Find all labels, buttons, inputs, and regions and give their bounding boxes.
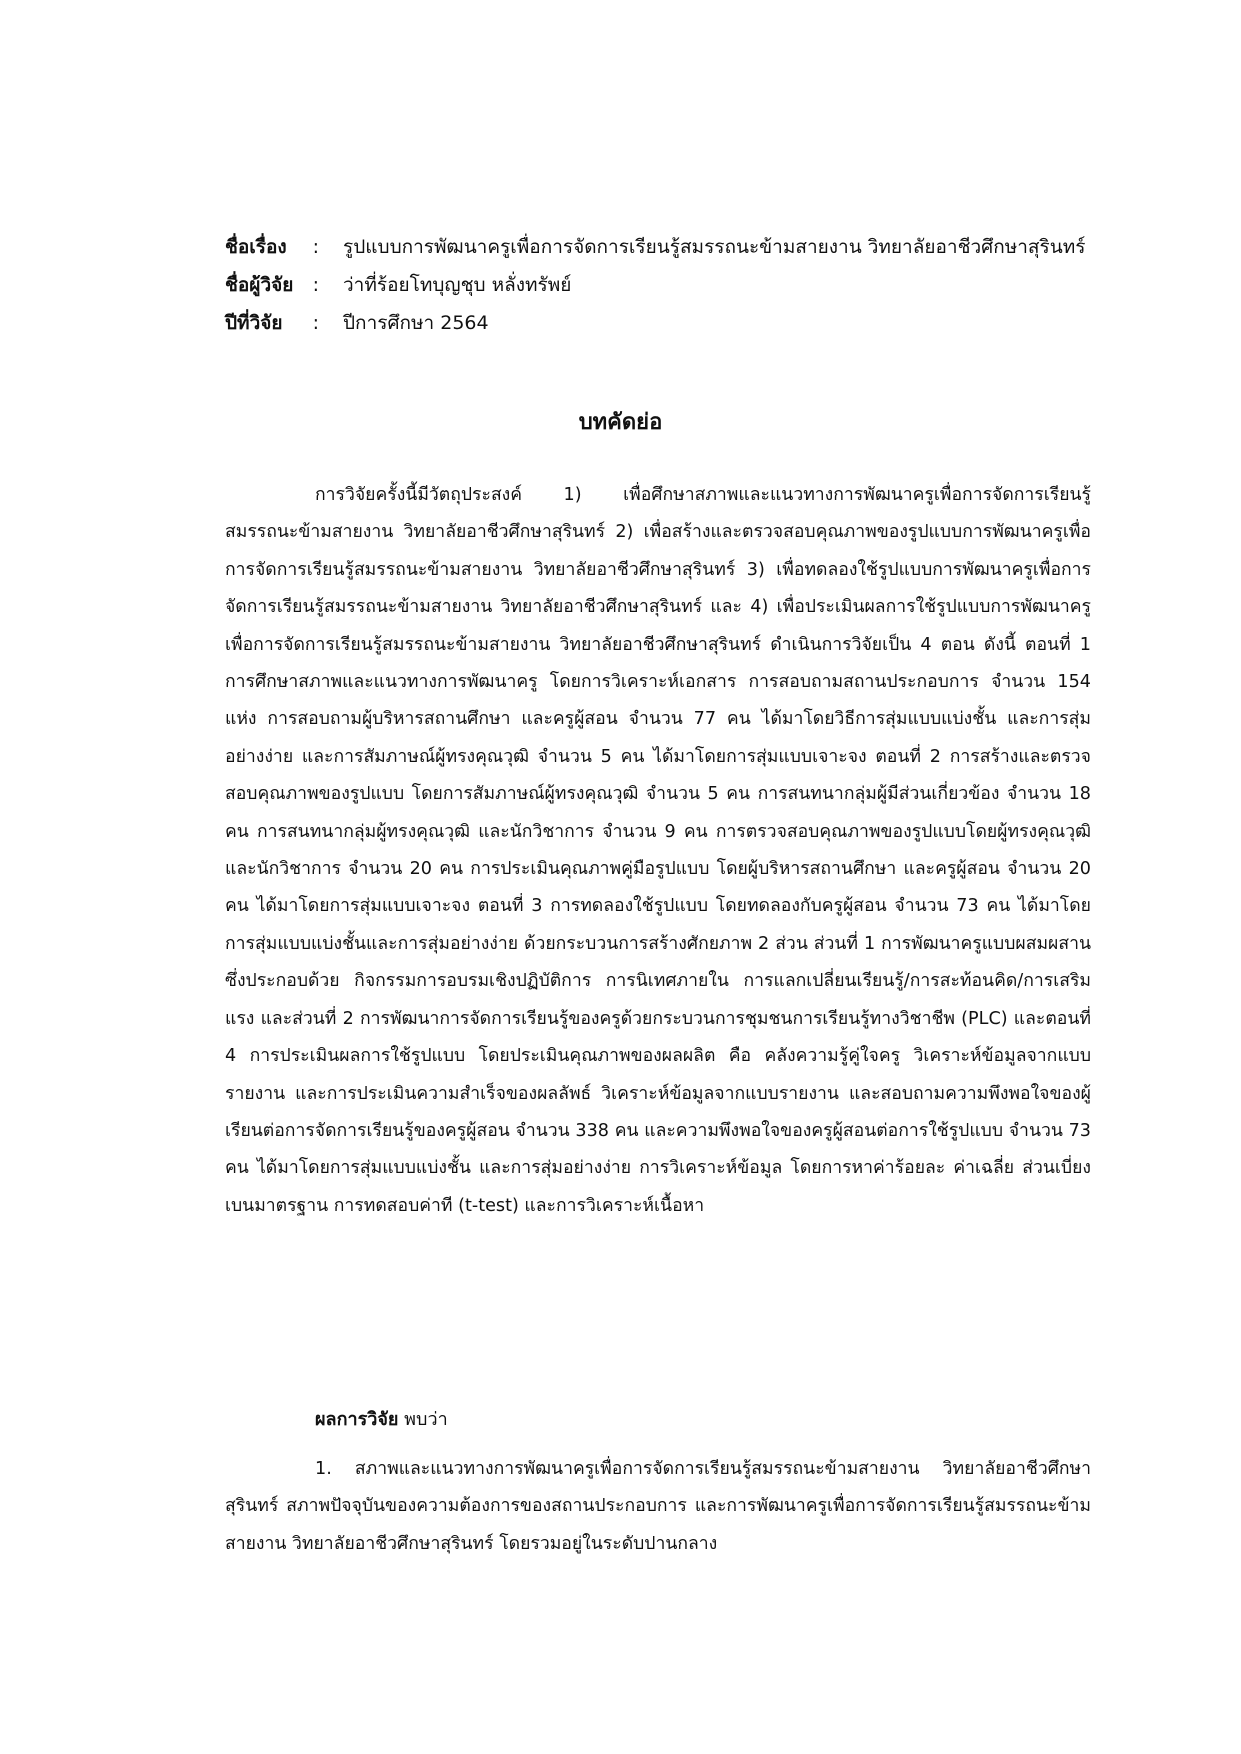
- year-row: [225, 304, 1095, 342]
- year-label-cell: [225, 304, 343, 342]
- results-label: ผลการวิจัย: [315, 1409, 399, 1430]
- results-heading: [315, 1402, 448, 1438]
- results-suffix: พบว่า: [398, 1409, 448, 1430]
- title-row: [225, 228, 1095, 266]
- title-value: รูปแบบการพัฒนาครูเพื่อการจัดการเรียนรู้สมรรถนะข้ามสายงาน วิทยาลัยอาชีวศึกษาสุรินทร์: [343, 236, 1086, 258]
- title-label: ชื่อเรื่อง: [225, 236, 287, 258]
- year-value: ปีการศึกษา 2564: [343, 312, 489, 334]
- author-colon: :: [312, 274, 319, 296]
- author-label: ชื่อผู้วิจัย: [225, 274, 294, 296]
- year-colon: :: [312, 312, 319, 334]
- abstract-heading: บทคัดย่อ: [578, 410, 663, 435]
- author-value: ว่าที่ร้อยโทบุญชุบ หลั่งทรัพย์: [343, 274, 572, 296]
- year-label: ปีที่วิจัย: [225, 312, 283, 334]
- title-colon: :: [312, 236, 319, 258]
- result-item-1: 1. สภาพและแนวทางการพัฒนาครูเพื่อการจัดการเรียนรู้สมรรถนะข้ามสายงาน วิทยาลัยอาชีวศึกษาสุรินทร์ สภาพปัจจุบันของความต้องการของสถานประกอบการ และการพัฒนาครูเพื่อการจัดการเรียนรู้สมรรถนะข้ามสายงาน วิทยาลัยอาชีวศึกษาสุรินทร์ โดยรวมอยู่ในระดับปานกลาง: [225, 1459, 1091, 1554]
- title-label-cell: [225, 228, 343, 266]
- abstract-paragraph: การวิจัยครั้งนี้มีวัตถุประสงค์ 1) เพื่อศึกษาสภาพและแนวทางการพัฒนาครูเพื่อการจัดการเรียนรู้สมรรถนะข้ามสายงาน วิทยาลัยอาชีวศึกษาสุรินทร์ 2) เพื่อสร้างและตรวจสอบคุณภาพของรูปแบบการพัฒนาครูเพื่อการจัดการเรียนรู้สมรรถนะข้ามสายงาน วิทยาลัยอาชีวศึกษาสุรินทร์ 3) เพื่อทดลองใช้รูปแบบการพัฒนาครูเพื่อการจัดการเรียนรู้สมรรถนะข้ามสายงาน วิทยาลัยอาชีวศึกษาสุรินทร์ และ 4) เพื่อประเมินผลการใช้รูปแบบการพัฒนาครูเพื่อการจัดการเรียนรู้สมรรถนะข้ามสายงาน วิทยาลัยอาชีวศึกษาสุรินทร์ ดำเนินการวิจัยเป็น 4 ตอน ดังนี้ ตอนที่ 1 การศึกษาสภาพและแนวทางการพัฒนาครู โดยการวิเคราะห์เอกสาร การสอบถามสถานประกอบการ จำนวน 154 แห่ง การสอบถามผู้บริหารสถานศึกษา และครูผู้สอน จำนวน 77 คน ได้มาโดยวิธีการสุ่มแบบแบ่งชั้น และการสุ่มอย่างง่าย และการสัมภาษณ์ผู้ทรงคุณวุฒิ จำนวน 5 คน ได้มาโดยการสุ่มแบบเจาะจง ตอนที่ 2 การสร้างและตรวจสอบคุณภาพของรูปแบบ โดยการสัมภาษณ์ผู้ทรงคุณวุฒิ จำนวน 5 คน การสนทนากลุ่มผู้มีส่วนเกี่ยวข้อง จำนวน 18 คน การสนทนากลุ่มผู้ทรงคุณวุฒิ และนักวิชาการ จำนวน 9 คน การตรวจสอบคุณภาพของรูปแบบโดยผู้ทรงคุณวุฒิ และนักวิชาการ จำนวน 20 คน การประเมินคุณภาพคู่มือรูปแบบ โดยผู้บริหารสถานศึกษา และครูผู้สอน จำนวน 20 คน ได้มาโดยการสุ่มแบบเจาะจง ตอนที่ 3 การทดลองใช้รูปแบบ โดยทดลองกับครูผู้สอน จำนวน 73 คน ได้มาโดยการสุ่มแบบแบ่งชั้นและการสุ่มอย่างง่าย ด้วยกระบวนการสร้างศักยภาพ 2 ส่วน ส่วนที่ 1 การพัฒนาครูแบบผสมผสาน ซึ่งประกอบด้วย กิจกรรมการอบรมเชิงปฏิบัติการ การนิเทศภายใน การแลกเปลี่ยนเรียนรู้/การสะท้อนคิด/การเสริมแรง และส่วนที่ 2 การพัฒนาการจัดการเรียนรู้ของครูด้วยกระบวนการชุมชนการเรียนรู้ทางวิชาชีพ (PLC) และตอนที่ 4 การประเมินผลการใช้รูปแบบ โดยประเมินคุณภาพของผลผลิต คือ คลังความรู้คู่ใจครู วิเคราะห์ข้อมูลจากแบบรายงาน และการประเมินความสำเร็จของผลลัพธ์ วิเคราะห์ข้อมูลจากแบบรายงาน และสอบถามความพึงพอใจของผู้เรียนต่อการจัดการเรียนรู้ของครูผู้สอน จำนวน 338 คน และความพึงพอใจของครูผู้สอนต่อการใช้รูปแบบ จำนวน 73 คน ได้มาโดยการสุ่มแบบแบ่งชั้น และการสุ่มอย่างง่าย การวิเคราะห์ข้อมูล โดยการหาค่าร้อยละ ค่าเฉลี่ย ส่วนเบี่ยงเบนมาตรฐาน การทดสอบค่าที (t-test) และการวิเคราะห์เนื้อหา: [225, 485, 1091, 1216]
- author-label-cell: [225, 266, 343, 304]
- author-row: [225, 266, 1095, 304]
- document-metadata: [225, 228, 1095, 342]
